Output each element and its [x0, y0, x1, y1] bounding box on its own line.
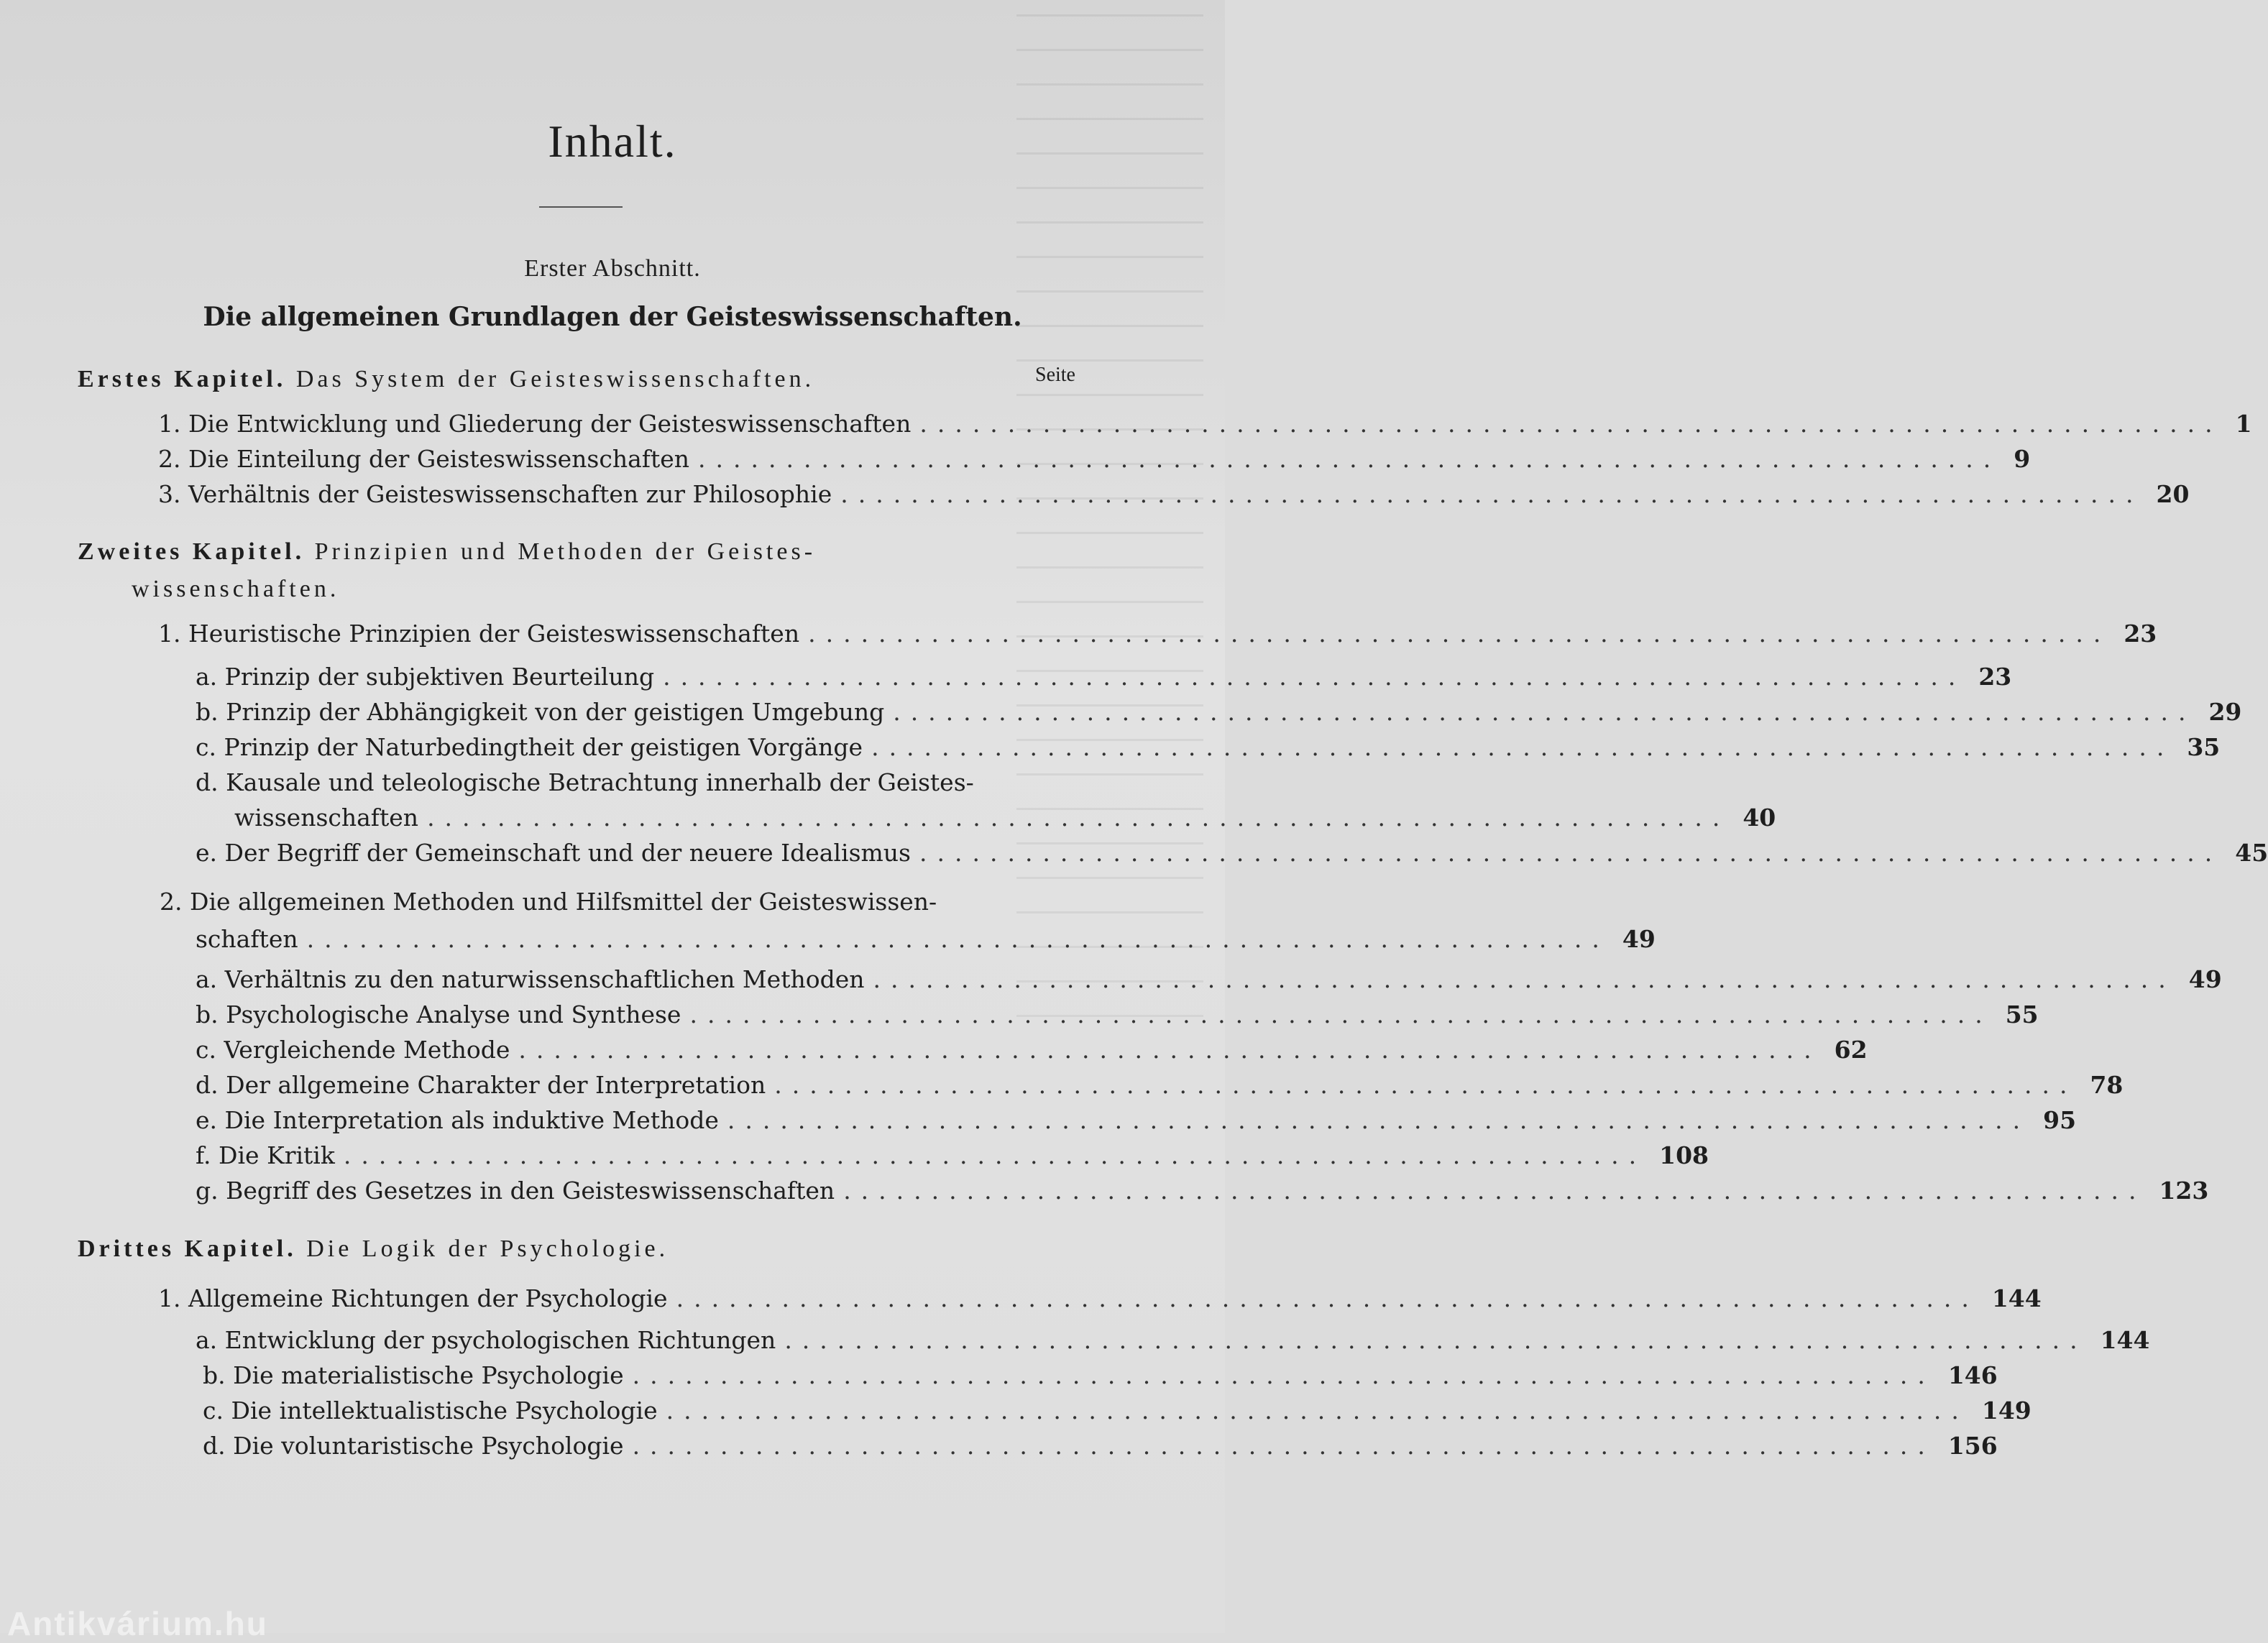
- entry-page: 23: [2124, 620, 2157, 648]
- entry-text: Verhältnis der Geisteswissenschaften zur Philosophie: [188, 480, 832, 508]
- entry-page: 49: [2188, 965, 2222, 993]
- entry-text: Begriff des Gesetzes in den Geisteswissenschaften: [226, 1177, 835, 1205]
- leader-dots: ..........................................................................: [632, 1361, 1935, 1389]
- entry-page: 23: [1978, 663, 2012, 691]
- toc-entry: [196, 997, 2039, 1033]
- entry-text: Kausale und teleologische Betrachtung innerhalb der Geistes-: [226, 768, 974, 796]
- entry-text: Heuristische Prinzipien der Geisteswissenschaften: [188, 620, 800, 648]
- entry-page: 78: [2090, 1071, 2124, 1099]
- entry-number: d.: [203, 1432, 226, 1460]
- entry-page: 20: [2156, 480, 2190, 508]
- chapter-title: Prinzipien und Methoden der Geistes-: [314, 538, 817, 565]
- leader-dots: ..........................................................................: [663, 663, 1966, 691]
- toc-entry: [196, 962, 2222, 998]
- leader-dots: ..........................................................................: [727, 1106, 2031, 1134]
- chapter-2-heading: [78, 533, 816, 608]
- toc-entry: [203, 1428, 1998, 1464]
- leader-dots: ..........................................................................: [784, 1326, 2088, 1354]
- watermark: Antikvárium.hu: [7, 1605, 268, 1642]
- leader-dots: ..........................................................................: [808, 620, 2111, 648]
- entry-page: 1: [2235, 410, 2252, 438]
- entry-page: 55: [2005, 1000, 2039, 1028]
- entry-page: 156: [1947, 1432, 1998, 1460]
- section-title: Die allgemeinen Grundlagen der Geisteswissenschaften.: [203, 302, 1022, 332]
- toc-entry-continuation: [234, 800, 1776, 836]
- toc-entry: [196, 835, 2268, 871]
- leader-dots: ..........................................................................: [427, 804, 1730, 832]
- entry-page: 123: [2159, 1177, 2209, 1205]
- entry-text: schaften: [196, 925, 298, 953]
- toc-entry: [158, 616, 2157, 652]
- entry-number: 2.: [160, 888, 183, 916]
- leader-dots: ..........................................................................: [843, 1177, 2147, 1205]
- entry-text: Allgemeine Richtungen der Psychologie: [188, 1284, 668, 1312]
- entry-text: Der allgemeine Charakter der Interpretation: [226, 1071, 766, 1099]
- entry-number: a.: [196, 965, 218, 993]
- entry-text: Prinzip der Naturbedingtheit der geistigen Vorgänge: [224, 733, 863, 761]
- toc-entry: [158, 1281, 2042, 1317]
- chapter-label: Zweites Kapitel.: [78, 538, 306, 565]
- entry-text: Die Einteilung der Geisteswissenschaften: [188, 445, 690, 473]
- entry-page: 108: [1659, 1141, 1709, 1169]
- chapter-label: Erstes Kapitel.: [78, 366, 287, 392]
- entry-number: g.: [196, 1177, 219, 1205]
- entry-number: e.: [196, 839, 218, 867]
- leader-dots: ..........................................................................: [343, 1141, 1647, 1169]
- seite-column-label: Seite: [1035, 364, 1075, 386]
- entry-number: e.: [196, 1106, 218, 1134]
- toc-entry-wrapped: [160, 884, 937, 920]
- entry-page: 144: [1991, 1284, 2042, 1312]
- entry-number: 1.: [158, 620, 181, 648]
- entry-number: 1.: [158, 410, 181, 438]
- entry-number: b.: [203, 1361, 226, 1389]
- entry-text: Der Begriff der Gemeinschaft und der neuere Idealismus: [224, 839, 911, 867]
- toc-entry: [203, 1393, 2031, 1429]
- leader-dots: ..........................................................................: [873, 965, 2176, 993]
- entry-page: 40: [1743, 804, 1776, 832]
- toc-entry: [203, 1358, 1998, 1394]
- toc-entry-continuation: [196, 921, 1656, 957]
- leader-dots: ..........................................................................: [893, 698, 2196, 726]
- leader-dots: ..........................................................................: [774, 1071, 2078, 1099]
- leader-dots: ..........................................................................: [698, 445, 2001, 473]
- toc-entry: [196, 730, 2221, 765]
- title-divider: [539, 206, 623, 208]
- entry-number: d.: [196, 1071, 219, 1099]
- leader-dots: ..........................................................................: [689, 1000, 1993, 1028]
- leader-dots: ..........................................................................: [632, 1432, 1935, 1460]
- leader-dots: ..........................................................................: [919, 839, 2223, 867]
- chapter-title: Die Logik der Psychologie.: [306, 1235, 669, 1262]
- entry-text: Die voluntaristische Psychologie: [233, 1432, 624, 1460]
- entry-text: wissenschaften: [234, 804, 419, 832]
- leader-dots: ..........................................................................: [676, 1284, 1979, 1312]
- entry-page: 29: [2208, 698, 2242, 726]
- toc-entry: [196, 1067, 2124, 1103]
- entry-number: c.: [196, 733, 216, 761]
- entry-page: 35: [2187, 733, 2221, 761]
- leader-dots: ..........................................................................: [666, 1396, 1969, 1425]
- leader-dots: ..........................................................................: [518, 1036, 1822, 1064]
- chapter-title-continuation: wissenschaften.: [132, 576, 340, 602]
- entry-page: 146: [1947, 1361, 1998, 1389]
- leader-dots: ..........................................................................: [840, 480, 2144, 508]
- entry-number: a.: [196, 663, 218, 691]
- chapter-3-heading: [78, 1230, 669, 1268]
- entry-text: Die materialistische Psychologie: [233, 1361, 624, 1389]
- entry-number: d.: [196, 768, 219, 796]
- toc-entry: [158, 477, 2190, 512]
- leader-dots: ..........................................................................: [919, 410, 2223, 438]
- toc-entry: [196, 1322, 2150, 1358]
- entry-page: 144: [2100, 1326, 2150, 1354]
- toc-entry: [196, 1138, 1709, 1174]
- entry-number: 1.: [158, 1284, 181, 1312]
- entry-page: 62: [1834, 1036, 1868, 1064]
- entry-number: 3.: [158, 480, 181, 508]
- toc-entry: [196, 659, 2012, 695]
- toc-entry: [196, 1103, 2077, 1138]
- leader-dots: ..........................................................................: [306, 925, 1610, 953]
- entry-text: Vergleichende Methode: [224, 1036, 510, 1064]
- toc-entry-wrapped: [196, 765, 974, 801]
- entry-text: Die intellektualistische Psychologie: [231, 1396, 658, 1425]
- leader-dots: ..........................................................................: [871, 733, 2175, 761]
- entry-text: Verhältnis zu den naturwissenschaftlichen Methoden: [224, 965, 865, 993]
- page-title: Inhalt.: [548, 116, 677, 167]
- entry-text: Die Interpretation als induktive Methode: [224, 1106, 719, 1134]
- toc-entry: [196, 694, 2242, 730]
- section-label: Erster Abschnitt.: [524, 255, 701, 282]
- entry-text: Die Kritik: [219, 1141, 335, 1169]
- chapter-1-heading: [78, 361, 814, 398]
- entry-number: c.: [196, 1036, 216, 1064]
- entry-page: 95: [2043, 1106, 2077, 1134]
- entry-text: Die allgemeinen Methoden und Hilfsmittel der Geisteswissen-: [190, 888, 937, 916]
- entry-number: f.: [196, 1141, 211, 1169]
- entry-number: c.: [203, 1396, 224, 1425]
- toc-entry: [196, 1032, 1868, 1068]
- entry-page: 49: [1622, 925, 1656, 953]
- toc-entry: [158, 441, 2031, 477]
- chapter-title: Das System der Geisteswissenschaften.: [295, 366, 815, 392]
- entry-number: b.: [196, 698, 219, 726]
- toc-entry: [196, 1173, 2209, 1209]
- entry-page: 45: [2235, 839, 2268, 867]
- chapter-label: Drittes Kapitel.: [78, 1235, 297, 1262]
- toc-entry: [158, 406, 2252, 442]
- entry-text: Entwicklung der psychologischen Richtungen: [224, 1326, 776, 1354]
- entry-text: Prinzip der Abhängigkeit von der geistigen Umgebung: [226, 698, 885, 726]
- entry-text: Prinzip der subjektiven Beurteilung: [224, 663, 655, 691]
- entry-text: Psychologische Analyse und Synthese: [226, 1000, 681, 1028]
- entry-number: b.: [196, 1000, 219, 1028]
- entry-text: Die Entwicklung und Gliederung der Geisteswissenschaften: [188, 410, 912, 438]
- entry-page: 9: [2014, 445, 2031, 473]
- entry-page: 149: [1981, 1396, 2031, 1425]
- entry-number: 2.: [158, 445, 181, 473]
- entry-number: a.: [196, 1326, 218, 1354]
